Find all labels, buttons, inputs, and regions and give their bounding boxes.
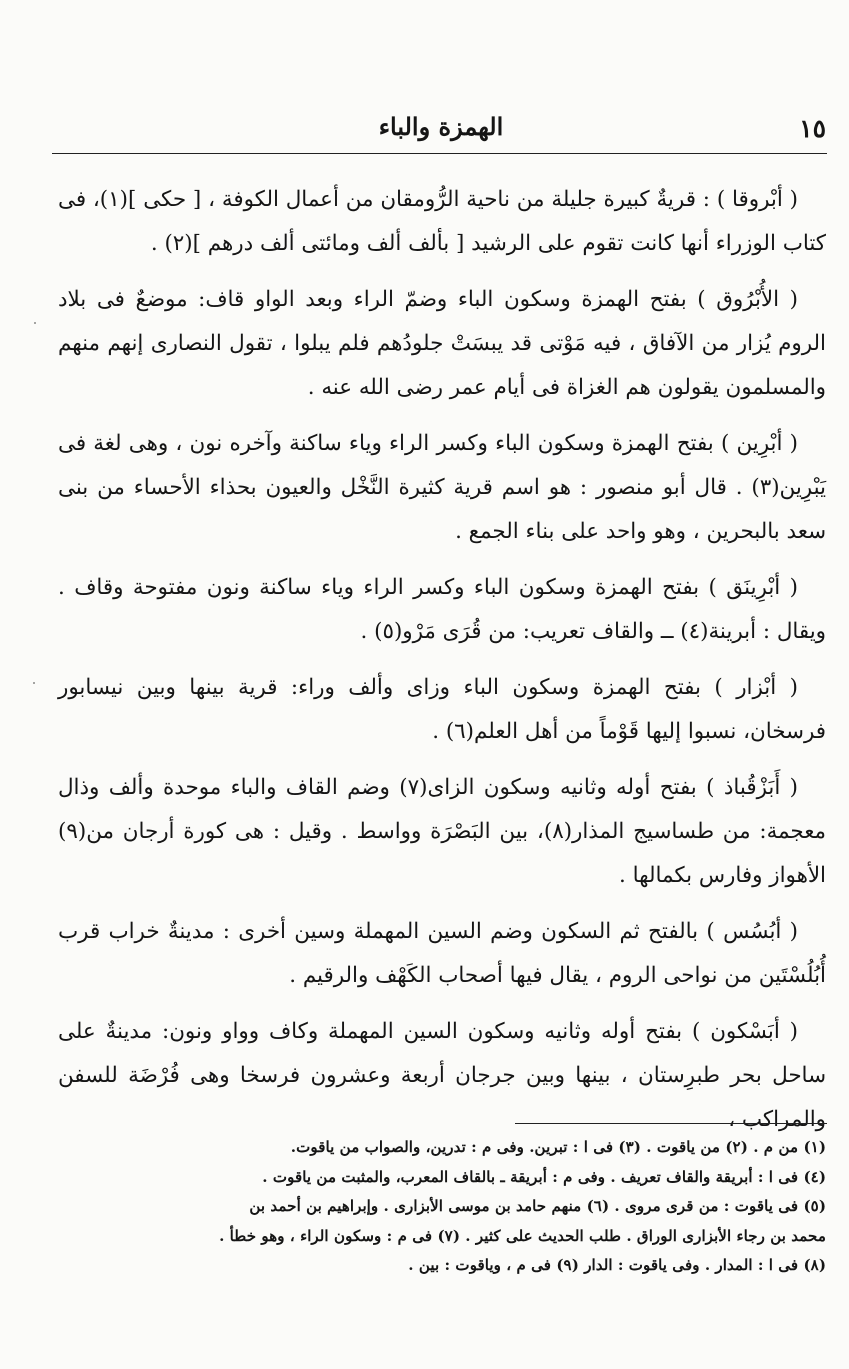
entry-al-ubruq: ( الأُبْرُوق ) بفتح الهمزة وسكون الباء وضمّ الراء وبعد الواو قاف: موضعٌ فى بلاد الروم يُزار من الآفاق ، فيه مَوْتى قد يبسَتْ جلودُهم فلم يبلوا ، تقول النصارى إنهم منهم والمسلمون يقولون هم الغزاة فى أيام عمر رضى الله عنه .: [58, 287, 826, 400]
page-number: ١٥: [799, 114, 826, 143]
footnote-line: (٨) فى ا : المدار . وفى ياقوت : الدار (٩) فى م ، وياقوت : بين .: [408, 1256, 826, 1274]
entry-abaskun: ( أبَسْكون ) بفتح أوله وثانيه وسكون السين المهملة وكاف وواو ونون: مدينةٌ على ساحل بحر طبرِستان ، بينها وبين جرجان أربعة وعشرون فرسخا وهى فُرْضَة للسفن والمراكب ،: [58, 1019, 826, 1132]
footnote-line: (٥) فى ياقوت : من قرى مروى . (٦) منهم حامد بن موسى الأبزارى . وإبراهيم بن أحمد بن: [249, 1197, 826, 1215]
footnote-line: (٤) فى ا : أبريقة والقاف تعريف . وفى م : أبريقة ـ بالقاف المعرب، والمثبت من ياقوت .: [262, 1167, 826, 1186]
footnotes: [58, 1133, 826, 1333]
entry-abusus: ( أبُسُس ) بالفتح ثم السكون وضم السين المهملة وسين أخرى : مدينةٌ خراب قرب أُبُلُسْتَين من نواحى الروم ، يقال فيها أصحاب الكَهْف والرقيم .: [58, 919, 826, 988]
running-title: الهمزة والباء: [378, 112, 504, 141]
entry-abruqa: ( أبْروقا ) : قريةٌ كبيرة جليلة من ناحية الرُّومقان من أعمال الكوفة ، [ حكى ](١)، فى كتاب الوزراء أنها كانت تقوم على الرشيد [ بألف ألف ومائتى ألف درهم ](٢) .: [58, 187, 826, 256]
header-divider: [52, 153, 827, 154]
entry-abzar: ( أبْزار ) بفتح الهمزة وسكون الباء وزاى وألف وراء: قرية بينها وبين نيسابور فرسخان، نسبوا إليها قَوْماً من أهل العلم(٦) .: [58, 675, 826, 744]
margin-speck: [34, 322, 36, 324]
margin-speck: [33, 682, 35, 684]
entry-abrinaq: ( أبْرِينَق ) بفتح الهمزة وسكون الباء وكسر الراء وياء ساكنة ونون مفتوحة وقاف . ويقال : أبرينة(٤) ــ والقاف تعريب: من قُرَى مَرْو(٥) .: [58, 575, 826, 644]
footnote-line: (١) من م . (٢) من ياقوت . (٣) فى ا : تبرين. وفى م : تدرين، والصواب من ياقوت.: [290, 1138, 826, 1156]
entry-abrin: ( أبْرِين ) بفتح الهمزة وسكون الباء وكسر الراء وياء ساكنة وآخره نون ، وهى لغة فى يَبْرِين(٣) . قال أبو منصور : هو اسم قرية كثيرة النَّخْل والعيون بحذاء الأحساء من بنى سعد بالبحرين ، وهو واحد على بناء الجمع .: [58, 431, 826, 544]
entry-abazqubadh: ( أَبَزْقُباذ ) بفتح أوله وثانيه وسكون الزاى(٧) وضم القاف والباء موحدة وألف وذال معجمة: من طساسيج المذار(٨)، بين البَصْرَة وواسط . وقيل : هى كورة أرجان من(٩) الأهواز وفارس بكمالها .: [58, 775, 826, 888]
main-text: [58, 178, 826, 1132]
footnote-line: محمد بن رجاء الأبزارى الوراق . طلب الحديث على كثير . (٧) فى م : وسكون الراء ، وهو خطأ .: [219, 1226, 826, 1245]
page-header: [56, 112, 826, 146]
footnote-divider: [515, 1123, 827, 1124]
